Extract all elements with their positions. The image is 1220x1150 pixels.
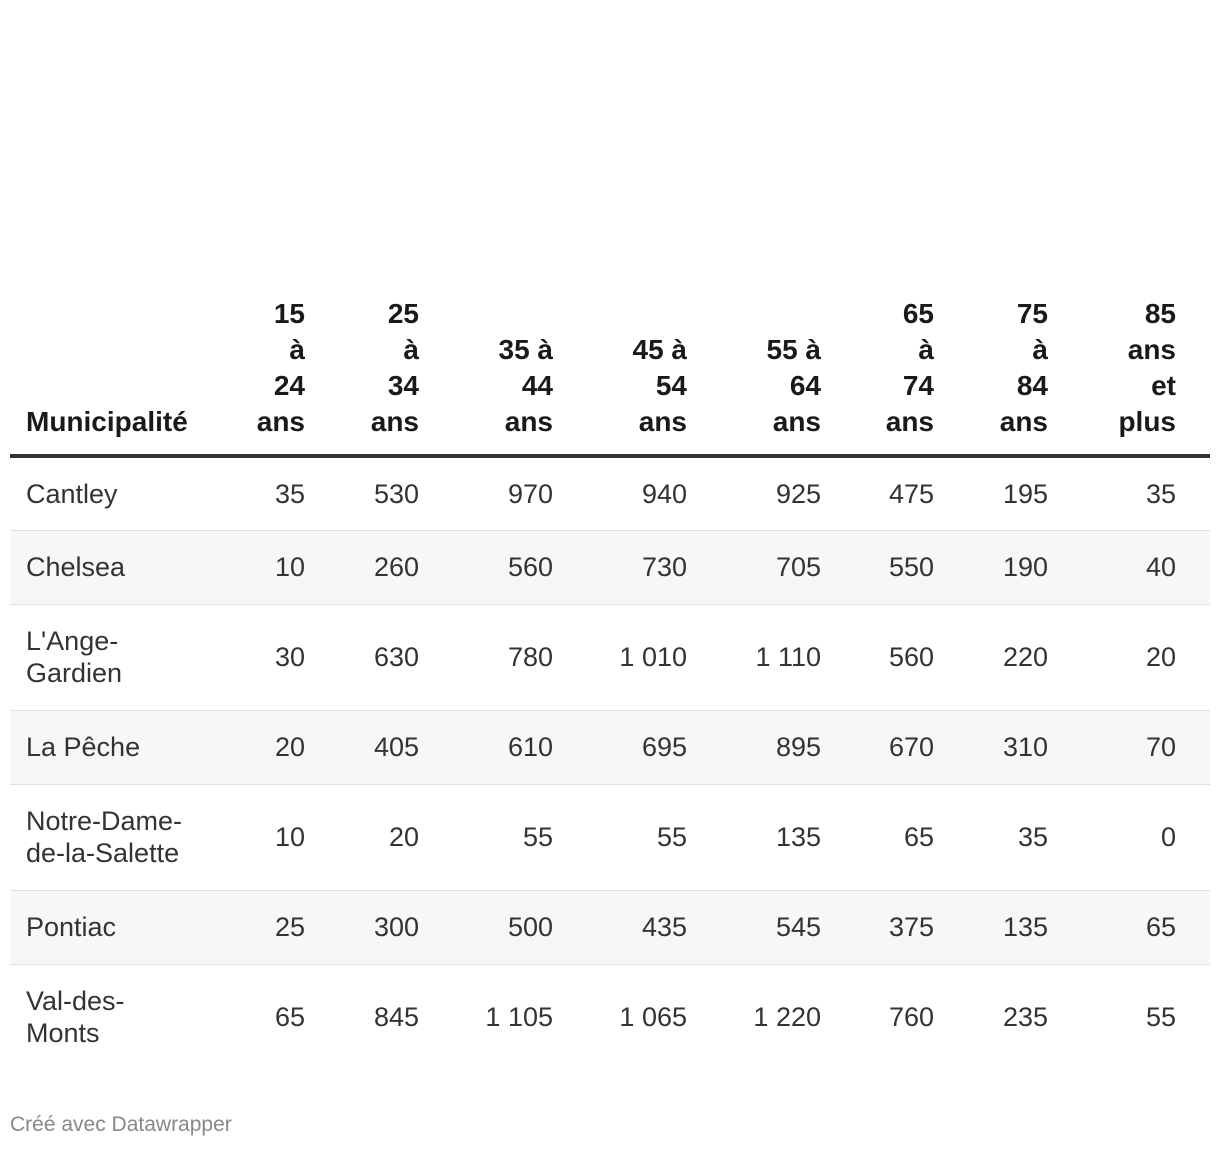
column-header-label: ans	[638, 406, 687, 437]
value-cell: 195	[968, 456, 1082, 530]
value-cell: 405	[339, 710, 453, 784]
value-cell: 1 105	[485, 1002, 553, 1033]
municipality-name: Val-des-	[26, 986, 125, 1017]
municipality-name-cell	[10, 890, 226, 964]
municipality-name-cell	[10, 456, 226, 530]
value-cell: 65	[855, 784, 968, 890]
column-header-label: 24	[273, 370, 305, 401]
column-header-label: 75	[1016, 298, 1048, 329]
value-cell: 530	[339, 456, 453, 530]
value-cell: 845	[373, 1002, 419, 1033]
value-cell: 55	[453, 784, 587, 890]
value-cell: 220	[968, 604, 1082, 710]
value-cell: 895	[721, 710, 855, 784]
column-header-age-group[interactable]	[855, 296, 968, 456]
value-cell: 1 010	[587, 604, 721, 710]
value-cell: 925	[721, 456, 855, 530]
column-header-label: 44	[521, 370, 553, 401]
value-cell: 610	[453, 710, 587, 784]
column-header-label: 45 à	[632, 334, 687, 365]
municipality-name: Chelsea	[26, 552, 126, 582]
column-header-age-group[interactable]	[453, 296, 587, 456]
value-cell: 780	[453, 604, 587, 710]
value-cell: 545	[721, 890, 855, 964]
value-cell: 670	[855, 710, 968, 784]
value-cell: 500	[453, 890, 587, 964]
column-header-label: Municipalité	[26, 406, 188, 437]
column-header-label: 84	[1016, 370, 1048, 401]
column-header-label: à	[1032, 334, 1048, 365]
value-cell: 30	[226, 604, 339, 710]
column-header-label: à	[403, 334, 419, 365]
value-cell: 630	[339, 604, 453, 710]
value-cell: 70	[1082, 710, 1210, 784]
column-header-label: ans	[256, 406, 305, 437]
column-header-label: ans	[1127, 334, 1176, 365]
value-cell: 10	[226, 784, 339, 890]
municipality-name-cell	[10, 710, 226, 784]
table-row	[10, 710, 1210, 784]
column-header-age-group[interactable]	[721, 296, 855, 456]
value-cell: 65	[1082, 890, 1210, 964]
column-header-label: 85	[1144, 298, 1176, 329]
value-cell: 235	[1002, 1002, 1048, 1033]
value-cell: 20	[339, 784, 453, 890]
header-row	[10, 296, 1210, 456]
value-cell: 760	[888, 1002, 934, 1033]
value-cell: 1 220	[753, 1002, 821, 1033]
municipality-name: Cantley	[26, 478, 118, 509]
column-header-label: ans	[772, 406, 821, 437]
value-cell: 20	[226, 710, 339, 784]
value-cell: 940	[587, 456, 721, 530]
column-header-label: 15	[273, 298, 305, 329]
column-header-label: 34	[387, 370, 419, 401]
column-header-label: 35 à	[498, 334, 553, 365]
value-cell: 55	[587, 784, 721, 890]
value-cell: 35	[226, 456, 339, 530]
municipality-name-cell	[10, 784, 226, 890]
column-header-label: 64	[789, 370, 821, 401]
value-cell: 560	[453, 530, 587, 604]
value-cell: 35	[1082, 456, 1210, 530]
column-header-age-group[interactable]	[587, 296, 721, 456]
table-row	[10, 784, 1210, 890]
table-row	[10, 530, 1210, 604]
column-header-label: ans	[999, 406, 1048, 437]
column-header-age-group[interactable]	[1082, 296, 1210, 456]
value-cell: 970	[453, 456, 587, 530]
value-cell: 135	[968, 890, 1082, 964]
column-header-age-group[interactable]	[339, 296, 453, 456]
value-cell: 55	[1145, 1002, 1176, 1033]
table-header	[10, 296, 1210, 456]
column-header-label: ans	[885, 406, 934, 437]
column-header-age-group[interactable]	[968, 296, 1082, 456]
value-cell: 10	[226, 530, 339, 604]
value-cell: 1 065	[619, 1002, 687, 1033]
municipality-name-cell	[10, 530, 226, 604]
column-header-label: 65	[902, 298, 934, 329]
value-cell: 260	[339, 530, 453, 604]
value-cell: 25	[226, 890, 339, 964]
municipality-name: La Pêche	[26, 732, 141, 762]
municipality-name: L'Ange-	[26, 626, 119, 656]
municipality-name-cell	[10, 604, 226, 710]
column-header-label: 74	[902, 370, 934, 401]
municipality-name: Gardien	[26, 658, 123, 688]
value-cell: 705	[721, 530, 855, 604]
column-header-label: et	[1151, 370, 1176, 401]
column-header-label: 54	[655, 370, 687, 401]
value-cell: 35	[968, 784, 1082, 890]
value-cell: 560	[855, 604, 968, 710]
value-cell: 435	[587, 890, 721, 964]
table-row	[10, 604, 1210, 710]
column-header-label: à	[289, 334, 305, 365]
data-table-container	[10, 296, 1210, 1070]
value-cell: 190	[968, 530, 1082, 604]
municipality-name: Pontiac	[26, 912, 117, 942]
municipality-name-cell	[10, 964, 226, 1070]
table-row	[10, 456, 1210, 530]
column-header-label: ans	[370, 406, 419, 437]
value-cell: 0	[1082, 784, 1210, 890]
value-cell: 40	[1082, 530, 1210, 604]
datawrapper-credit: Créé avec Datawrapper	[10, 1113, 232, 1136]
municipality-name: de-la-Salette	[26, 838, 180, 868]
value-cell: 1 110	[721, 604, 855, 710]
column-header-label: 25	[387, 298, 419, 329]
value-cell: 20	[1082, 604, 1210, 710]
column-header-municipality[interactable]	[10, 296, 226, 456]
value-cell: 730	[587, 530, 721, 604]
column-header-age-group[interactable]	[226, 296, 339, 456]
table-row	[10, 964, 1210, 1070]
data-table	[10, 296, 1210, 1070]
municipality-name: Monts	[26, 1018, 100, 1049]
value-cell: 65	[274, 1002, 305, 1033]
municipality-name: Notre-Dame-	[26, 806, 183, 836]
table-body	[10, 456, 1210, 1070]
value-cell: 475	[855, 456, 968, 530]
column-header-label: à	[918, 334, 934, 365]
value-cell: 135	[721, 784, 855, 890]
column-header-label: plus	[1118, 406, 1176, 437]
value-cell: 695	[587, 710, 721, 784]
column-header-label: ans	[504, 406, 553, 437]
value-cell: 300	[339, 890, 453, 964]
value-cell: 375	[855, 890, 968, 964]
table-row	[10, 890, 1210, 964]
value-cell: 550	[855, 530, 968, 604]
value-cell: 310	[968, 710, 1082, 784]
column-header-label: 55 à	[766, 334, 821, 365]
